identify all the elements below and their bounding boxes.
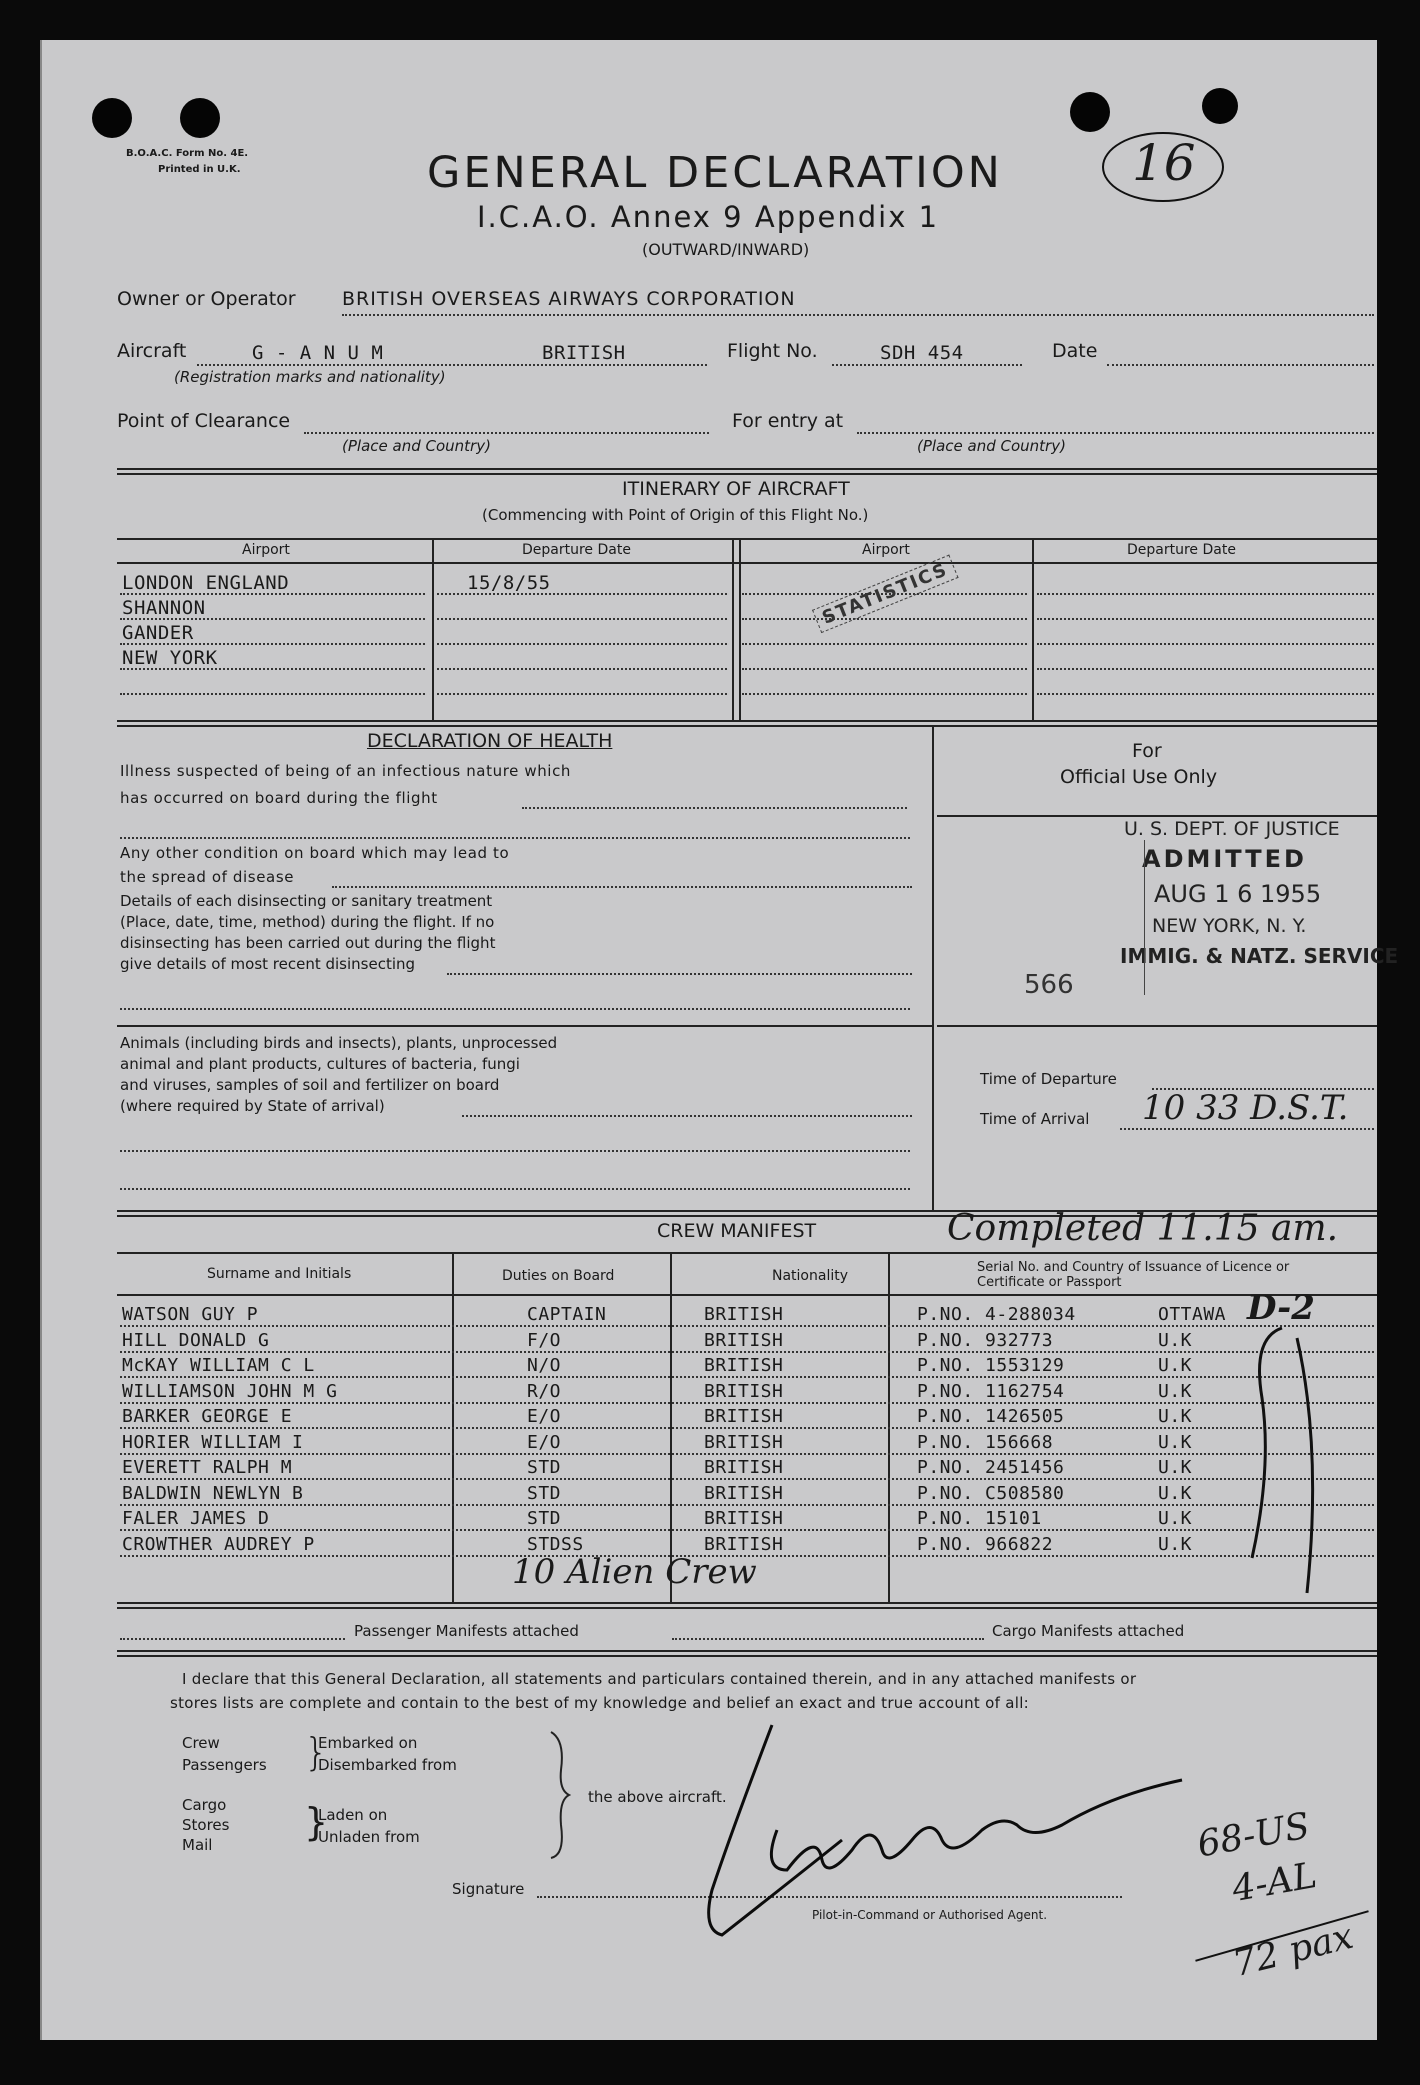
page-number: 16 — [1132, 134, 1196, 192]
itinerary-departure-date: 15/8/55 — [467, 572, 551, 594]
clearance-label: Point of Clearance — [117, 410, 291, 432]
form-subtitle: I.C.A.O. Annex 9 Appendix 1 — [477, 200, 940, 234]
crew-issue-country: OTTAWA — [1158, 1304, 1227, 1325]
crew-issue-country: U.K — [1158, 1355, 1193, 1376]
punch-hole — [1202, 88, 1238, 124]
decl-disembarked: Disembarked from — [318, 1756, 457, 1774]
crew-duty: STDSS — [527, 1533, 584, 1555]
admitted-stamp-dept: U. S. DEPT. OF JUSTICE — [1124, 818, 1340, 840]
health-title: DECLARATION OF HEALTH — [367, 730, 613, 752]
crew-nationality: BRITISH — [704, 1406, 784, 1427]
decl-above-aircraft: the above aircraft. — [588, 1788, 727, 1806]
aircraft-label: Aircraft — [117, 340, 187, 362]
owner-value: BRITISH OVERSEAS AIRWAYS CORPORATION — [342, 288, 796, 310]
crew-duty: STD — [527, 1457, 562, 1478]
crew-nationality: BRITISH — [704, 1380, 784, 1402]
flight-label: Flight No. — [727, 340, 818, 362]
crew-name: FALER JAMES D — [122, 1508, 270, 1529]
decl-stores: Stores — [182, 1816, 230, 1834]
health-illness-line2: has occurred on board during the flight — [120, 789, 438, 807]
declaration-line2: stores lists are complete and contain to the best of my knowledge and belief an exact and true account of all: — [170, 1694, 1030, 1712]
itinerary-airport-3: GANDER — [122, 622, 194, 644]
crew-nationality: BRITISH — [704, 1329, 784, 1351]
itinerary-header-date-2: Departure Date — [1127, 542, 1236, 558]
crew-row-rule — [120, 1402, 1374, 1404]
aircraft-registration: G - A N U M — [252, 342, 384, 364]
crew-row-rule — [120, 1325, 1374, 1327]
animals-line4: (where required by State of arrival) — [120, 1097, 385, 1115]
form-code: B.O.A.C. Form No. 4E. — [126, 148, 249, 159]
brace-1: } — [304, 1730, 329, 1774]
crew-issue-country: U.K — [1158, 1406, 1193, 1427]
animals-line3: and viruses, samples of soil and fertilizer on board — [120, 1076, 500, 1094]
disinsecting-line2: (Place, date, time, method) during the flight. If no — [120, 913, 495, 931]
crew-name: BARKER GEORGE E — [122, 1406, 293, 1427]
declaration-form — [40, 40, 1399, 2040]
passenger-manifests-label: Passenger Manifests attached — [354, 1622, 579, 1640]
crew-row-rule — [120, 1376, 1374, 1378]
inspector-number: 566 — [1024, 970, 1074, 1000]
itinerary-airport-2: SHANNON — [122, 597, 206, 619]
margin-note-3: 72 pax — [1228, 1915, 1358, 1986]
crew-passport-number: P.NO. 1426505 — [917, 1406, 1065, 1427]
crew-manifest-title: CREW MANIFEST — [657, 1220, 817, 1242]
signature-label: Signature — [452, 1880, 525, 1898]
crew-name: McKAY WILLIAM C L — [122, 1355, 315, 1376]
crew-issue-country: U.K — [1158, 1482, 1193, 1504]
flight-number: SDH 454 — [880, 342, 964, 364]
disinsecting-line4: give details of most recent disinsecting — [120, 955, 416, 973]
crew-header-nationality: Nationality — [772, 1268, 849, 1284]
crew-duty: E/O — [527, 1406, 562, 1427]
crew-bracket-mark — [1242, 1308, 1332, 1608]
entry-label: For entry at — [732, 410, 844, 432]
crew-header-name: Surname and Initials — [207, 1266, 352, 1282]
time-arrival-label: Time of Arrival — [980, 1110, 1090, 1128]
punch-hole — [92, 98, 132, 138]
itinerary-title: ITINERARY OF AIRCRAFT — [622, 478, 850, 500]
crew-name: CROWTHER AUDREY P — [122, 1533, 315, 1555]
itinerary-airport-1: LONDON ENGLAND — [122, 572, 290, 594]
cargo-manifests-label: Cargo Manifests attached — [992, 1622, 1185, 1640]
printed-note: Printed in U.K. — [158, 164, 241, 175]
crew-completed-note: Completed 11.15 am. — [947, 1208, 1339, 1249]
crew-name: EVERETT RALPH M — [122, 1457, 293, 1478]
crew-nationality: BRITISH — [704, 1457, 784, 1478]
crew-d2-note: D-2 — [1247, 1288, 1315, 1328]
brace-2: } — [304, 1800, 329, 1844]
crew-passport-number: P.NO. 1162754 — [917, 1380, 1065, 1402]
crew-issue-country: U.K — [1158, 1431, 1193, 1453]
crew-issue-country: U.K — [1158, 1533, 1193, 1555]
owner-label: Owner or Operator — [117, 288, 296, 310]
aircraft-nationality: BRITISH — [542, 342, 626, 364]
punch-hole — [1070, 92, 1110, 132]
disinsecting-line1: Details of each disinsecting or sanitary treatment — [120, 892, 493, 910]
crew-nationality: BRITISH — [704, 1304, 784, 1325]
crew-row-rule — [120, 1478, 1374, 1480]
disinsecting-line3: disinsecting has been carried out during the flight — [120, 934, 496, 952]
crew-passport-number: P.NO. 966822 — [917, 1533, 1054, 1555]
crew-nationality: BRITISH — [704, 1508, 784, 1529]
itinerary-header-airport-2: Airport — [862, 542, 910, 558]
margin-note-1: 68-US — [1194, 1805, 1313, 1866]
crew-issue-country: U.K — [1158, 1329, 1193, 1351]
crew-passport-number: P.NO. 4-288034 — [917, 1304, 1076, 1325]
decl-passengers: Passengers — [182, 1756, 267, 1774]
decl-mail: Mail — [182, 1836, 213, 1854]
animals-line1: Animals (including birds and insects), plants, unprocessed — [120, 1034, 558, 1052]
official-for: For — [1132, 740, 1162, 762]
admitted-stamp-city: NEW YORK, N. Y. — [1152, 915, 1307, 937]
crew-name: WATSON GUY P — [122, 1304, 259, 1325]
admitted-stamp-service: IMMIG. & NATZ. SERVICE — [1120, 944, 1399, 968]
itinerary-header-date: Departure Date — [522, 542, 631, 558]
animals-line2: animal and plant products, cultures of bacteria, fungi — [120, 1055, 520, 1073]
crew-total-note: 10 Alien Crew — [512, 1552, 757, 1592]
entry-place-note: (Place and Country) — [917, 437, 1066, 455]
crew-name: BALDWIN NEWLYN B — [122, 1482, 304, 1504]
crew-passport-number: P.NO. 1553129 — [917, 1355, 1065, 1376]
crew-issue-country: U.K — [1158, 1508, 1193, 1529]
crew-duty: N/O — [527, 1355, 562, 1376]
crew-duty: STD — [527, 1482, 562, 1504]
itinerary-airport-4: NEW YORK — [122, 647, 218, 669]
declaration-brace — [547, 1730, 571, 1860]
decl-laden: Laden on — [318, 1806, 388, 1824]
crew-row-rule — [120, 1504, 1374, 1506]
health-illness-line1: Illness suspected of being of an infectious nature which — [120, 762, 572, 780]
crew-nationality: BRITISH — [704, 1431, 784, 1453]
clearance-place-note: (Place and Country) — [342, 437, 491, 455]
admitted-stamp-date: AUG 1 6 1955 — [1154, 880, 1322, 908]
admitted-stamp-title: ADMITTED — [1142, 845, 1307, 873]
crew-row-rule — [120, 1351, 1374, 1353]
itinerary-header-airport: Airport — [242, 542, 290, 558]
crew-name: HORIER WILLIAM I — [122, 1431, 304, 1453]
punch-hole — [180, 98, 220, 138]
official-use-label: Official Use Only — [1060, 766, 1218, 788]
crew-issue-country: U.K — [1158, 1380, 1193, 1402]
crew-row-rule — [120, 1529, 1374, 1531]
pilot-label: Pilot-in-Command or Authorised Agent. — [812, 1908, 1048, 1922]
crew-nationality: BRITISH — [704, 1355, 784, 1376]
time-arrival-value: 10 33 D.S.T. — [1142, 1088, 1349, 1128]
statistics-stamp: STATISTICS — [812, 555, 958, 634]
crew-nationality: BRITISH — [704, 1482, 784, 1504]
itinerary-subtitle: (Commencing with Point of Origin of this Flight No.) — [482, 506, 869, 524]
crew-duty: CAPTAIN — [527, 1304, 607, 1325]
crew-issue-country: U.K — [1158, 1457, 1193, 1478]
health-condition-line1: Any other condition on board which may lead to — [120, 844, 510, 862]
crew-duty: F/O — [527, 1329, 562, 1351]
crew-passport-number: P.NO. C508580 — [917, 1482, 1065, 1504]
crew-passport-number: P.NO. 932773 — [917, 1329, 1054, 1351]
direction-label: (OUTWARD/INWARD) — [642, 240, 810, 259]
crew-row-rule — [120, 1453, 1374, 1455]
date-label: Date — [1052, 340, 1098, 362]
declaration-line1: I declare that this General Declaration, all statements and particulars contained therein, and in any attached manifests or — [182, 1670, 1137, 1688]
crew-name: HILL DONALD G — [122, 1329, 270, 1351]
crew-duty: E/O — [527, 1431, 562, 1453]
health-condition-line2: the spread of disease — [120, 868, 295, 886]
crew-header-serial: Serial No. and Country of Issuance of Licence or Certificate or Passport — [977, 1260, 1290, 1290]
crew-row-rule — [120, 1427, 1374, 1429]
aircraft-note: (Registration marks and nationality) — [174, 368, 446, 386]
decl-cargo: Cargo — [182, 1796, 227, 1814]
decl-unladen: Unladen from — [318, 1828, 420, 1846]
page-title: GENERAL DECLARATION — [427, 148, 1003, 198]
decl-embarked: Embarked on — [318, 1734, 418, 1752]
time-departure-label: Time of Departure — [980, 1070, 1117, 1088]
crew-passport-number: P.NO. 15101 — [917, 1508, 1042, 1529]
crew-header-duties: Duties on Board — [502, 1268, 615, 1284]
margin-note-2: 4-AL — [1229, 1854, 1320, 1911]
crew-name: WILLIAMSON JOHN M G — [122, 1380, 338, 1402]
crew-nationality: BRITISH — [704, 1533, 784, 1555]
crew-duty: STD — [527, 1508, 562, 1529]
decl-crew: Crew — [182, 1734, 220, 1752]
crew-duty: R/O — [527, 1380, 562, 1402]
crew-passport-number: P.NO. 2451456 — [917, 1457, 1065, 1478]
crew-passport-number: P.NO. 156668 — [917, 1431, 1054, 1453]
